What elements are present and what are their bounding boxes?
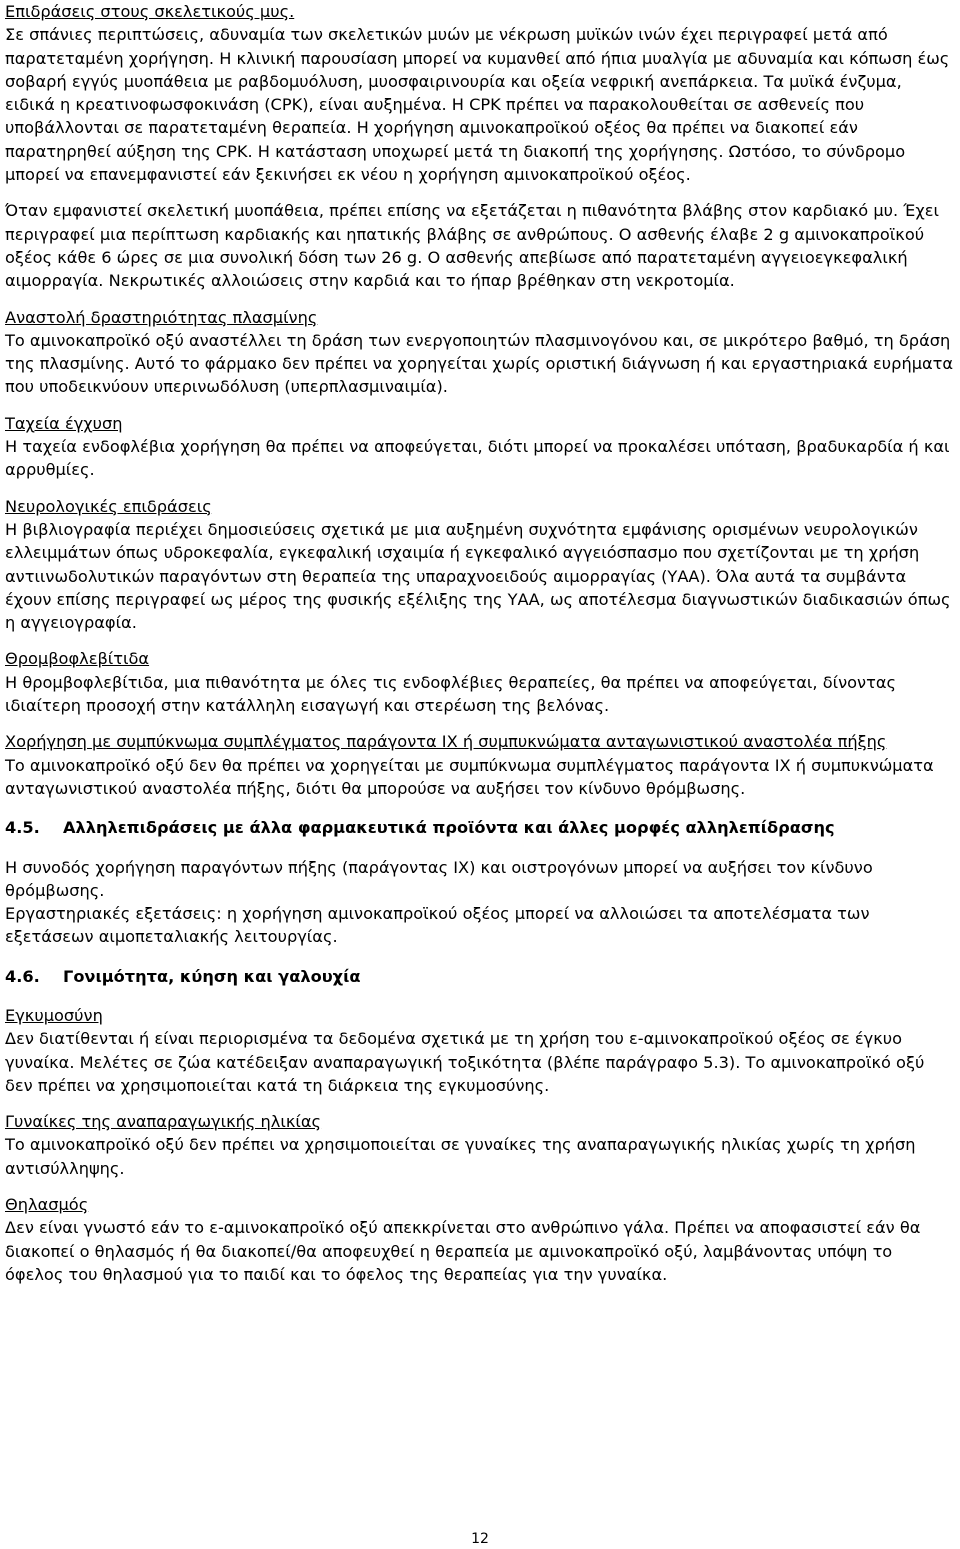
plasmin-inhibition-section: [5, 306, 955, 399]
subsection-heading: Αναστολή δραστηριότητας πλασμίνης: [5, 307, 318, 327]
neurological-effects-section: [5, 495, 955, 635]
section-title: Γονιμότητα, κύηση και γαλουχία: [63, 966, 361, 986]
paragraph-text: Δεν είναι γνωστό εάν το ε-αμινοκαπροϊκό οξύ απεκκρίνεται στο ανθρώπινο γάλα. Πρέπει να αποφασιστεί εάν θα διακοπεί ο θηλασμός ή θα διακοπεί/θα αποφευχθεί η θεραπεία με αμινοκαπροϊκό οξύ, λαμβάνοντας υπόψη το όφελος του θηλασμού για το παιδί και το όφελος της θεραπείας για την γυναίκα.: [5, 1218, 921, 1284]
paragraph-text: Η συνοδός χορήγηση παραγόντων πήξης (παράγοντας IX) και οιστρογόνων μπορεί να αυξήσει τον κίνδυνο θρόμβωσης.: [5, 857, 873, 900]
subsection-heading: Θρομβοφλεβίτιδα: [5, 649, 150, 669]
section-heading-4-6: [5, 965, 955, 988]
paragraph-text: Το αμινοκαπροϊκό οξύ αναστέλλει τη δράση των ενεργοποιητών πλασμινογόνου και, σε μικρότερο βαθμό, τη δράση της πλασμίνης. Αυτό το φάρμακο δεν πρέπει να χορηγείται χωρίς οριστική διάγνωση ή και εργαστηριακά ευρήματα που υποδεικνύουν υπερινωδόλυση (υπερπλασμιναιμία).: [5, 330, 954, 397]
page-number: 12: [471, 1531, 489, 1547]
section-number: 4.6.: [5, 966, 40, 986]
skeletal-muscle-effects-section: [5, 0, 955, 186]
interactions-paragraph: [5, 856, 955, 949]
subsection-heading: Επιδράσεις στους σκελετικούς μυς.: [5, 2, 295, 21]
factor-ix-concentrate-section: [5, 730, 955, 800]
section-title: Αλληλεπιδράσεις με άλλα φαρμακευτικά προϊόντα και άλλες μορφές αλληλεπίδρασης: [63, 818, 835, 838]
paragraph-text: Η ταχεία ενδοφλέβια χορήγηση θα πρέπει να αποφεύγεται, διότι μπορεί να προκαλέσει υπόταση, βραδυκαρδία ή και αρρυθμίες.: [5, 437, 950, 480]
subsection-heading: Νευρολογικές επιδράσεις: [5, 496, 212, 516]
subsection-heading: Εγκυμοσύνη: [5, 1005, 103, 1025]
paragraph-text: Σε σπάνιες περιπτώσεις, αδυναμία των σκελετικών μυών με νέκρωση μυϊκών ινών έχει περιγραφεί μετά από παρατεταμένη χορήγηση. Η κλινική παρουσίαση μπορεί να κυμανθεί από ήπια μυαλγία με αδυναμία και κόπωση έως σοβαρή εγγύς μυοπάθεια με ραβδομυόλυση, μυοσφαιρινουρία και οξεία νεφρική ανεπάρκεια. Τα μυϊκά ένζυμα, ειδικά η κρεατινοφωσφοκινάση (CPK), είναι αυξημένα. Η CPK πρέπει να παρακολουθείται σε ασθενείς που υποβάλλονται σε παρατεταμένη θεραπεία. Η χορήγηση αμινοκαπροϊκού οξέος θα πρέπει να διακοπεί εάν παρατηρηθεί αύξηση της CPK. Η κατάσταση υποχωρεί μετά τη διακοπή της χορήγησης. Ωστόσο, το σύνδρομο μπορεί να επανεμφανιστεί εάν ξεκινήσει εκ νέου η χορήγηση αμινοκαπροϊκού οξέος.: [5, 25, 950, 185]
document-page: [5, 0, 955, 1286]
cardiac-muscle-paragraph: [5, 199, 955, 292]
subsection-heading: Ταχεία έγχυση: [5, 413, 123, 433]
section-heading-4-5: [5, 816, 955, 839]
paragraph-text: Όταν εμφανιστεί σκελετική μυοπάθεια, πρέπει επίσης να εξετάζεται η πιθανότητα βλάβης στον καρδιακό μυ. Έχει περιγραφεί μια περίπτωση καρδιακής και ηπατικής βλάβης σε ανθρώπους. Ο ασθενής έλαβε 2 g αμινοκαπροϊκού οξέος κάθε 6 ώρες σε μια συνολική δόση των 26 g. Ο ασθενής απεβίωσε από παρατεταμένη αγγειοεγκεφαλική αιμορραγία. Νεκρωτικές αλλοιώσεις στην καρδιά και το ήπαρ βρέθηκαν στη νεκροτομία.: [5, 201, 939, 291]
rapid-infusion-section: [5, 412, 955, 482]
paragraph-text: Η θρομβοφλεβίτιδα, μια πιθανότητα με όλες τις ενδοφλέβιες θεραπείες, θα πρέπει να αποφεύγεται, δίνοντας ιδιαίτερη προσοχή στην κατάλληλη εισαγωγή και στερέωση της βελόνας.: [5, 672, 896, 716]
paragraph-text: Εργαστηριακές εξετάσεις: η χορήγηση αμινοκαπροϊκού οξέος μπορεί να αλλοιώσει τα αποτελέσματα των εξετάσεων αιμοπεταλιακής λειτουργίας.: [5, 904, 870, 947]
subsection-heading: Γυναίκες της αναπαραγωγικής ηλικίας: [5, 1112, 322, 1132]
breastfeeding-section: [5, 1193, 955, 1286]
subsection-heading: Χορήγηση με συμπύκνωμα συμπλέγματος παράγοντα IX ή συμπυκνώματα ανταγωνιστικού αναστολέα πήξης: [5, 732, 887, 752]
thrombophlebitis-section: [5, 647, 955, 717]
reproductive-age-section: [5, 1110, 955, 1180]
paragraph-text: Η βιβλιογραφία περιέχει δημοσιεύσεις σχετικά με μια αυξημένη συχνότητα εμφάνισης ορισμένων νευρολογικών ελλειμμάτων όπως υδροκεφαλία, εγκεφαλική ισχαιμία ή εγκεφαλικό αγγειόσπασμο που σχετίζονται με τη χρήση αντιινωδολυτικών παραγόντων στη θεραπεία της υπαραχνοειδούς αιμορραγίας (ΥΑΑ). Όλα αυτά τα συμβάντα έχουν επίσης περιγραφεί ως μέρος της φυσικής εξέλιξης της ΥΑΑ, ως αποτέλεσμα διαγνωστικών διαδικασιών όπως η αγγειογραφία.: [5, 519, 951, 633]
pregnancy-section: [5, 1004, 955, 1097]
section-number: 4.5.: [5, 818, 40, 838]
paragraph-text: Το αμινοκαπροϊκό οξύ δεν πρέπει να χρησιμοποιείται σε γυναίκες της αναπαραγωγικής ηλικίας χωρίς τη χρήση αντισύλληψης.: [5, 1135, 916, 1178]
paragraph-text: Δεν διατίθενται ή είναι περιορισμένα τα δεδομένα σχετικά με τη χρήση του ε-αμινοκαπροϊκού οξέος σε έγκυο γυναίκα. Μελέτες σε ζώα κατέδειξαν αναπαραγωγική τοξικότητα (βλέπε παράγραφο 5.3). Το αμινοκαπροϊκό οξύ δεν πρέπει να χρησιμοποιείται κατά τη διάρκεια της εγκυμοσύνης.: [5, 1029, 925, 1095]
subsection-heading: Θηλασμός: [5, 1195, 89, 1215]
paragraph-text: Το αμινοκαπροϊκό οξύ δεν θα πρέπει να χορηγείται με συμπύκνωμα συμπλέγματος παράγοντα IX ή συμπυκνώματα ανταγωνιστικού αναστολέα πήξης, διότι θα μπορούσε να αυξήσει τον κίνδυνο θρόμβωσης.: [5, 755, 934, 798]
